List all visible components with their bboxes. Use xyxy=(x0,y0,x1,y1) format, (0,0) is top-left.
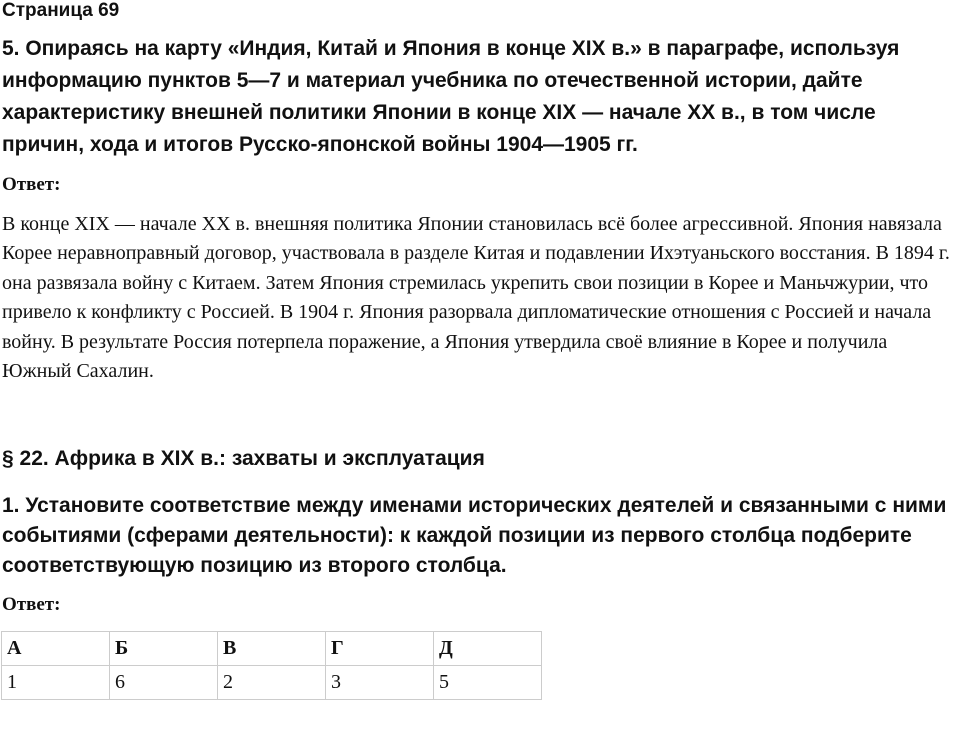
section-title: § 22. Африка в XIX в.: захваты и эксплуатация xyxy=(2,447,485,471)
page-label: Страница 69 xyxy=(2,0,120,21)
answer-table-header-cell: Д xyxy=(434,632,542,666)
task5-answer-label: Ответ: xyxy=(2,174,61,195)
answer-table-value-cell: 1 xyxy=(2,666,110,700)
answer-table-header-cell: В xyxy=(218,632,326,666)
answer-table-value-cell: 5 xyxy=(434,666,542,700)
task5-question: 5. Опираясь на карту «Индия, Китай и Япония в конце XIX в.» в параграфе, используя информацию пунктов 5—7 и материал учебника по отечественной истории, дайте характеристику внешней политики Японии в конце XIX — начале XX в., в том числе причин, хода и итогов Русско-японской войны 1904—1905 гг. xyxy=(2,37,900,156)
task1-question: 1. Установите соответствие между именами исторических деятелей и связанными с ними событиями (сферами деятельности): к каждой позиции из первого столбца подберите соответствующую позицию из второго столбца. xyxy=(2,494,947,577)
answer-table xyxy=(1,631,542,700)
answer-table-header-cell: Г xyxy=(326,632,434,666)
answer-table-value-cell: 6 xyxy=(110,666,218,700)
task5-answer-text: В конце XIX — начале XX в. внешняя политика Японии становилась всё более агрессивной. Япония навязала Корее неравноправный договор, участвовала в разделе Китая и подавлении Ихэтуаньского восстания. В 1894 г. она развязала войну с Китаем. Затем Япония стремилась укрепить свои позиции в Корее и Маньчжурии, что привело к конфликту с Россией. В 1904 г. Япония разорвала дипломатические отношения с Россией и начала войну. В результате Россия потерпела поражение, а Япония утвердила своё влияние в Корее и получила Южный Сахалин. xyxy=(2,213,950,383)
answer-table-header-cell: А xyxy=(2,632,110,666)
answer-table-header-row xyxy=(2,632,542,666)
answer-table-value-cell: 2 xyxy=(218,666,326,700)
answer-table-value-cell: 3 xyxy=(326,666,434,700)
document-page xyxy=(2,0,956,700)
answer-table-value-row xyxy=(2,666,542,700)
answer-table-header-cell: Б xyxy=(110,632,218,666)
task1-answer-label: Ответ: xyxy=(2,594,61,616)
